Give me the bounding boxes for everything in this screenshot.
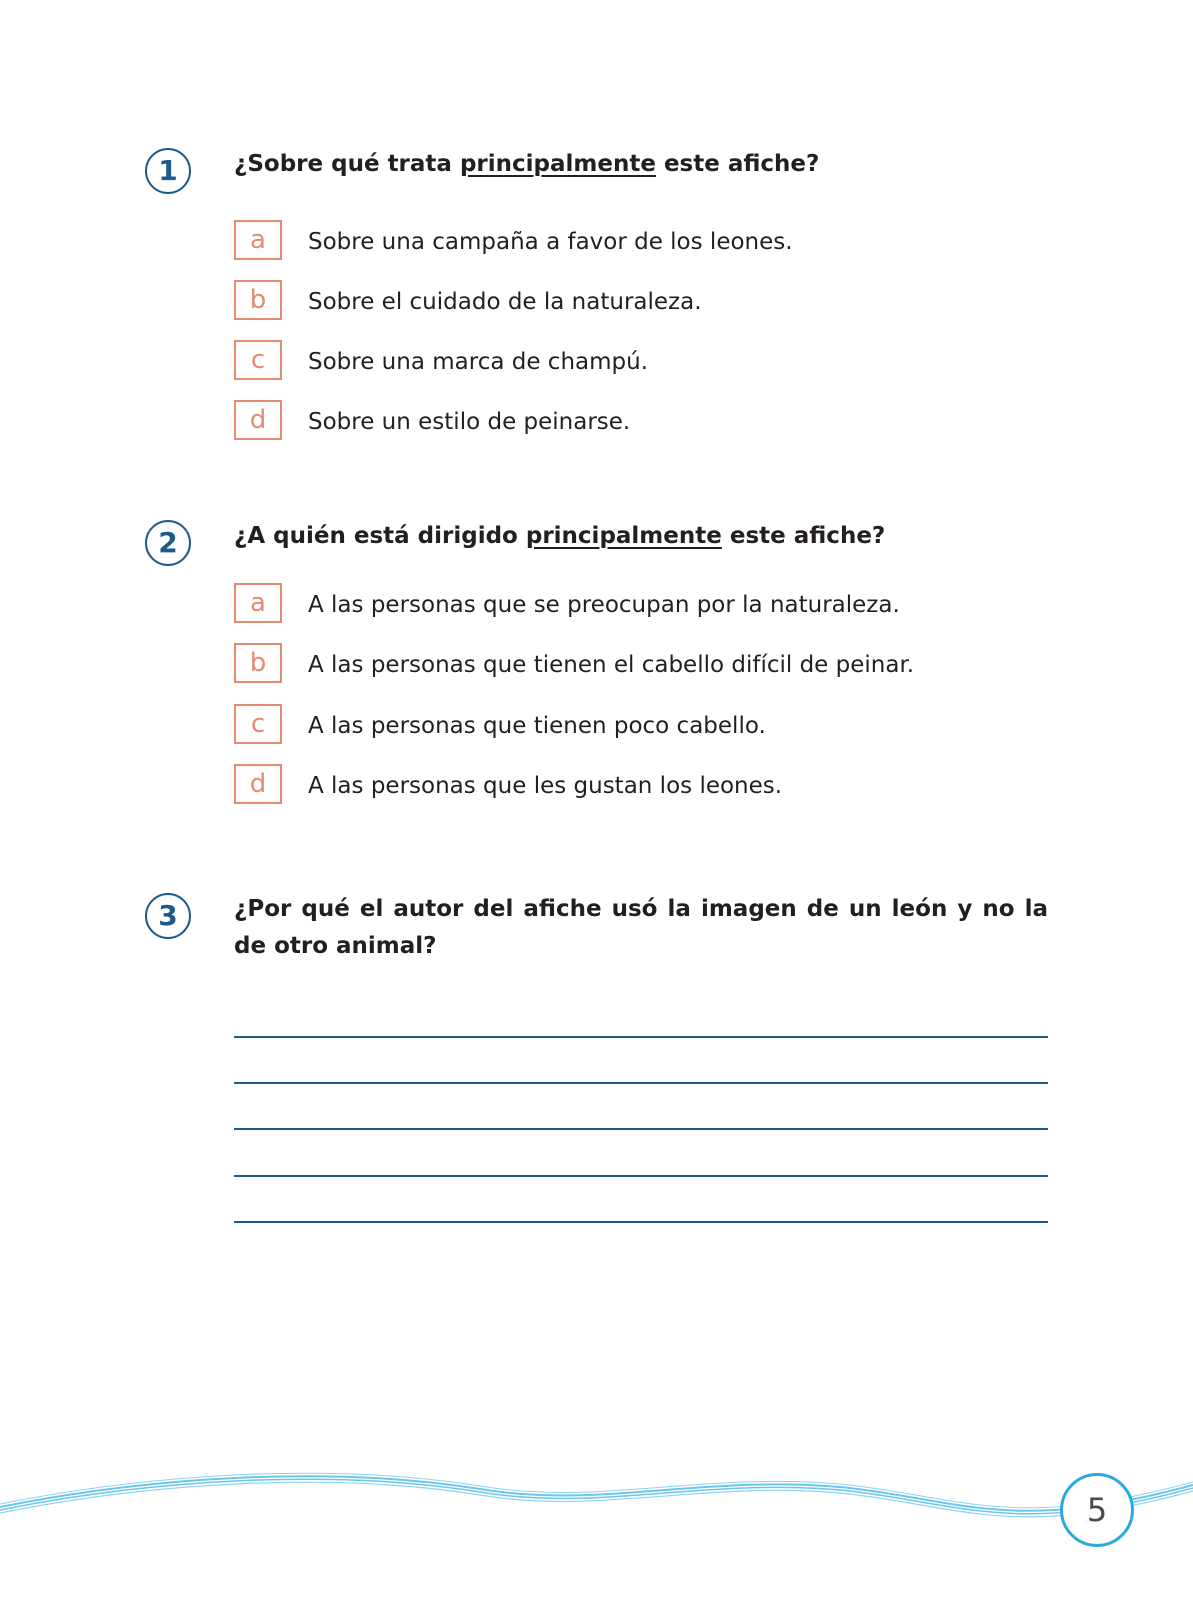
q2-option-d-text: A las personas que les gustan los leones.	[308, 773, 783, 799]
decorative-wave	[0, 1455, 1193, 1545]
question-number-2: 2	[145, 520, 191, 566]
q2-option-a-box[interactable]: a	[234, 583, 282, 623]
answer-line[interactable]	[234, 1082, 1048, 1084]
q2-option-b-text: A las personas que tienen el cabello difícil de peinar.	[308, 652, 915, 678]
q2-option-c-text: A las personas que tienen poco cabello.	[308, 713, 766, 739]
q1-option-b-box[interactable]: b	[234, 280, 282, 320]
underlined-word: principalmente	[459, 151, 656, 177]
q2-option-d-box[interactable]: d	[234, 764, 282, 804]
q1-option-a-text: Sobre una campaña a favor de los leones.	[308, 229, 793, 255]
question-1-prompt: ¿Sobre qué trata principalmente este afiche?	[234, 151, 820, 177]
question-3-prompt: ¿Por qué el autor del afiche usó la imagen de un león y no la de otro animal?	[234, 896, 1048, 959]
answer-line[interactable]	[234, 1128, 1048, 1130]
q1-option-c-box[interactable]: c	[234, 340, 282, 380]
question-2-prompt: ¿A quién está dirigido principalmente este afiche?	[234, 523, 886, 549]
q2-option-b-box[interactable]: b	[234, 643, 282, 683]
answer-line[interactable]	[234, 1175, 1048, 1177]
page-number-badge: 5	[1060, 1473, 1134, 1547]
underlined-word: principalmente	[525, 523, 722, 549]
q1-option-b-text: Sobre el cuidado de la naturaleza.	[308, 289, 702, 315]
answer-line[interactable]	[234, 1221, 1048, 1223]
q1-option-d-box[interactable]: d	[234, 400, 282, 440]
q1-option-c-text: Sobre una marca de champú.	[308, 349, 649, 375]
answer-line[interactable]	[234, 1036, 1048, 1038]
q1-option-a-box[interactable]: a	[234, 220, 282, 260]
q2-option-a-text: A las personas que se preocupan por la naturaleza.	[308, 592, 900, 618]
question-number-1: 1	[145, 148, 191, 194]
q1-option-d-text: Sobre un estilo de peinarse.	[308, 409, 631, 435]
q2-option-c-box[interactable]: c	[234, 704, 282, 744]
question-number-3: 3	[145, 893, 191, 939]
